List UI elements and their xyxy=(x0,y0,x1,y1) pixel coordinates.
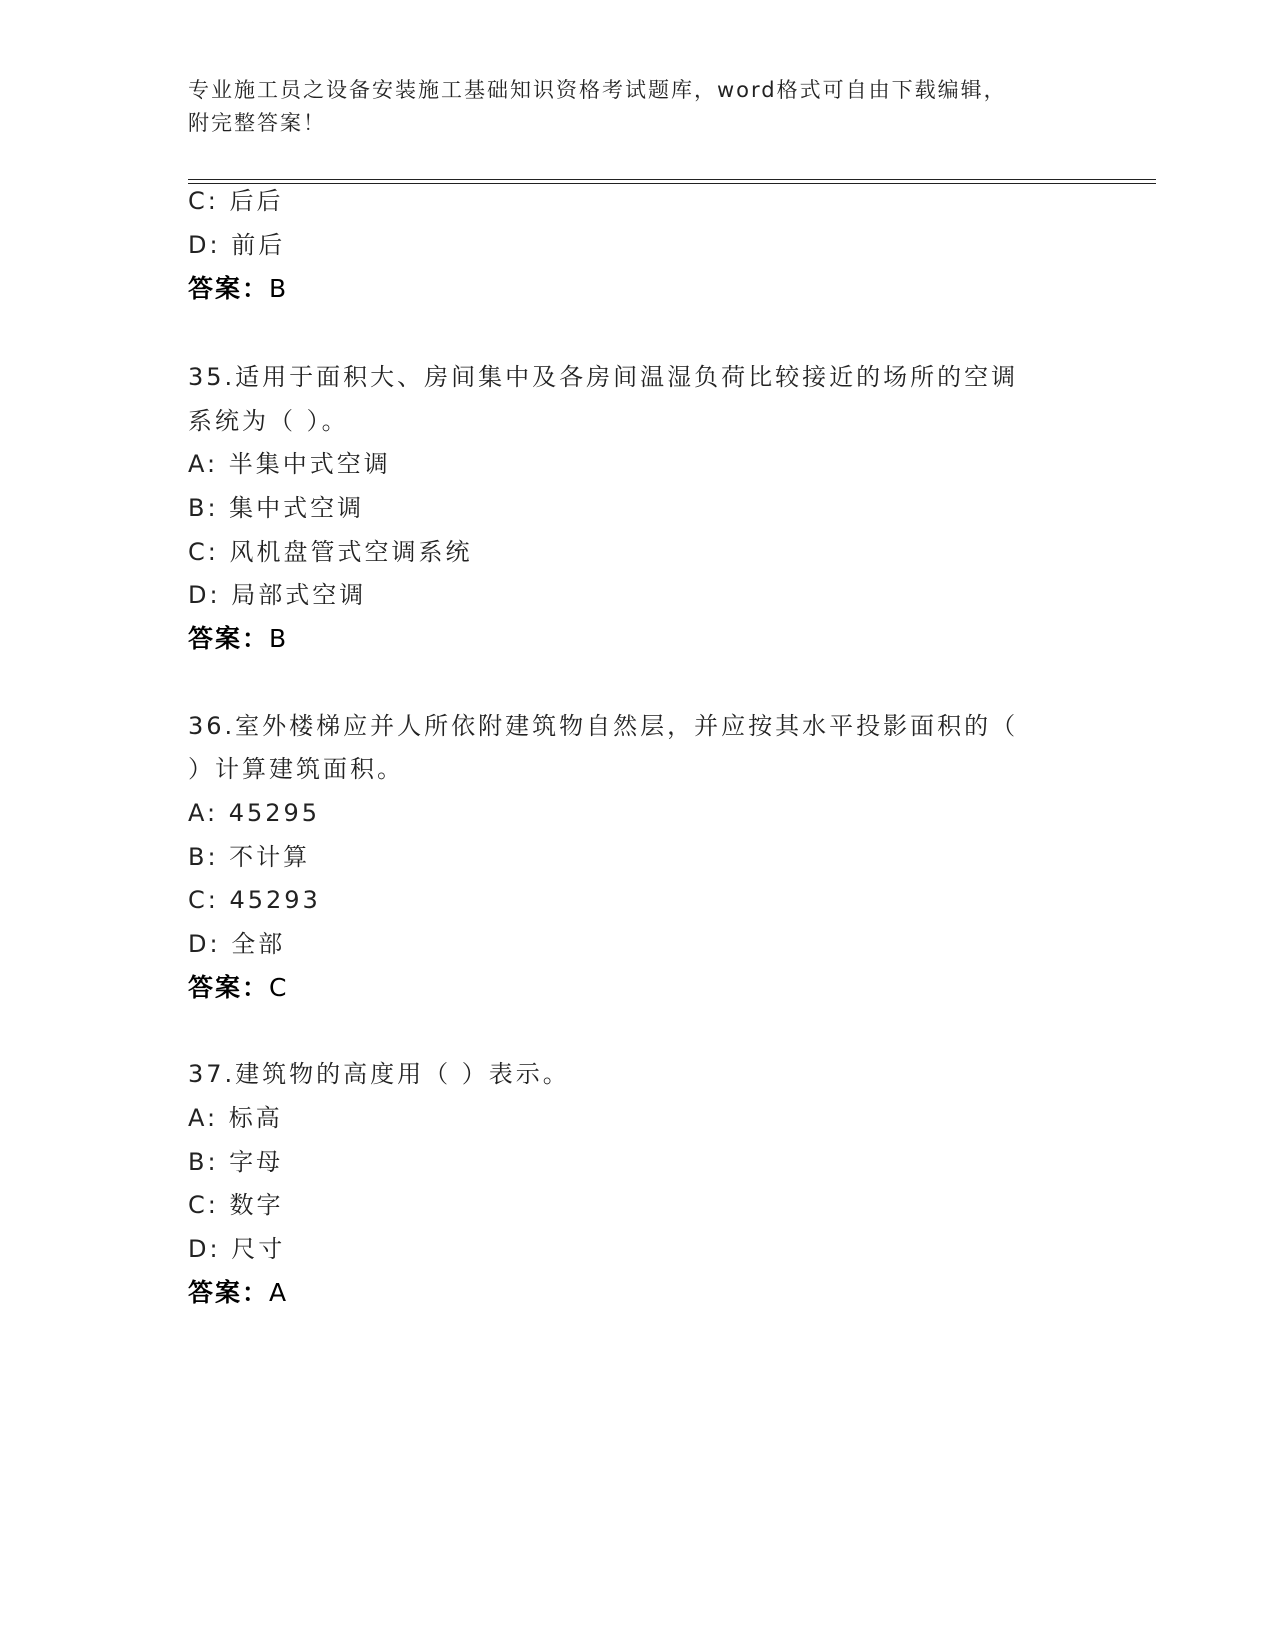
answer-value: C xyxy=(269,973,289,1002)
question-36-option-d: D: 全部 xyxy=(188,930,286,958)
question-36-text-line-2: ）计算建筑面积。 xyxy=(188,755,404,783)
answer-label: 答案： xyxy=(188,274,270,303)
question-35-option-d: D: 局部式空调 xyxy=(188,581,367,609)
answer-value: B xyxy=(269,624,289,653)
document-header xyxy=(188,74,1088,140)
question-37-text-line-1: 37.建筑物的高度用（ ）表示。 xyxy=(188,1060,570,1088)
question-37-option-a: A: 标高 xyxy=(188,1104,283,1132)
question-36-option-a: A: 45295 xyxy=(188,799,321,827)
question-35-answer xyxy=(188,624,288,654)
answer-line xyxy=(188,274,288,304)
question-35-option-c: C: 风机盘管式空调系统 xyxy=(188,538,473,566)
question-36-answer xyxy=(188,973,288,1003)
answer-label: 答案： xyxy=(188,624,270,653)
option-c: C: 后后 xyxy=(188,187,284,215)
question-35-text-line-1: 35.适用于面积大、房间集中及各房间温湿负荷比较接近的场所的空调 xyxy=(188,363,1019,391)
option-d: D: 前后 xyxy=(188,231,286,259)
question-37-answer xyxy=(188,1278,288,1308)
question-37-option-d: D: 尺寸 xyxy=(188,1235,286,1263)
header-line-1: 专业施工员之设备安装施工基础知识资格考试题库，word格式可自由下载编辑， xyxy=(188,78,1007,102)
answer-label: 答案： xyxy=(188,973,270,1002)
question-37-option-b: B: 字母 xyxy=(188,1148,284,1176)
question-36-text-line-1: 36.室外楼梯应并人所依附建筑物自然层，并应按其水平投影面积的（ xyxy=(188,712,1019,740)
question-36-option-b: B: 不计算 xyxy=(188,843,311,871)
answer-value: A xyxy=(269,1278,289,1307)
question-37-option-c: C: 数字 xyxy=(188,1191,284,1219)
question-35-text-line-2: 系统为（ ）。 xyxy=(188,407,349,435)
question-35-option-a: A: 半集中式空调 xyxy=(188,450,391,478)
question-36-option-c: C: 45293 xyxy=(188,886,321,914)
header-line-2: 附完整答案！ xyxy=(188,111,326,135)
header-divider xyxy=(188,179,1156,184)
answer-label: 答案： xyxy=(188,1278,270,1307)
question-35-option-b: B: 集中式空调 xyxy=(188,494,365,522)
answer-value: B xyxy=(269,274,289,303)
